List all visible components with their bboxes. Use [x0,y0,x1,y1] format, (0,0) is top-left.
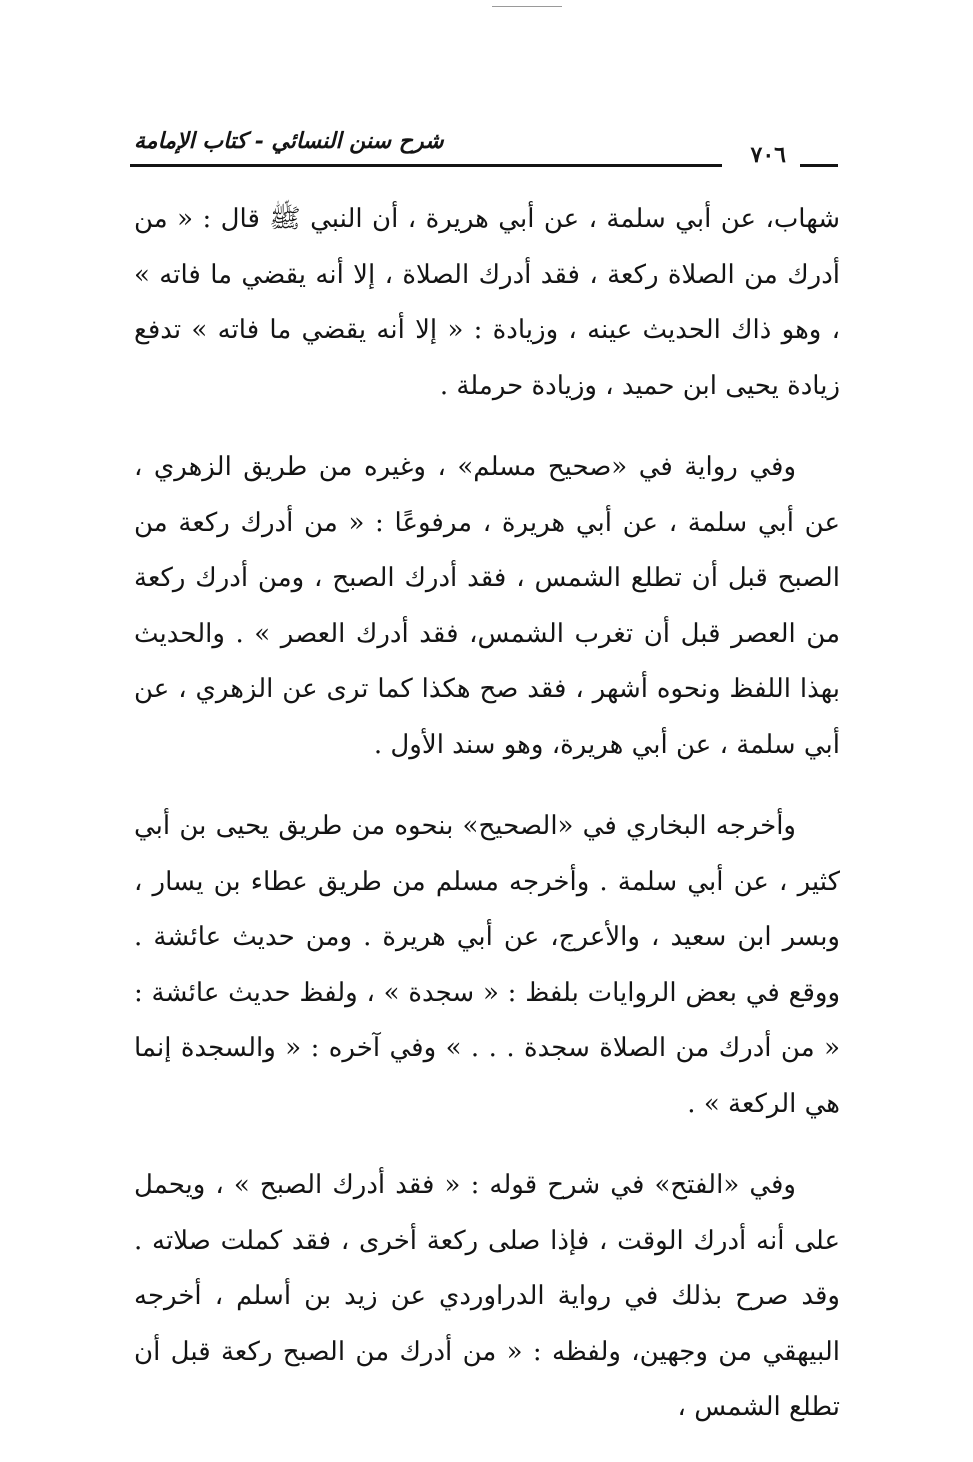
running-title: شرح سنن النسائي - كتاب الإمامة [134,128,444,154]
paragraph-2: وفي رواية في «صحيح مسلم» ، وغيره من طريق الزهري ، عن أبي سلمة ، عن أبي هريرة ، مرفوعًا : « من أدرك ركعة من الصبح قبل أن تطلع الشمس ، فقد أدرك الصبح ، ومن أدرك ركعة من العصر قبل أن تغرب الشمس، فقد أدرك العصر » . والحديث بهذا اللفظ ونحوه أشهر ، فقد صح هكذا كما ترى عن الزهري ، عن أبي سلمة ، عن أبي هريرة، وهو سند الأول . [134,452,840,760]
top-edge-mark [492,6,562,7]
header-rule [130,164,722,167]
paragraph-3: وأخرجه البخاري في «الصحيح» بنحوه من طريق يحيى بن أبي كثير ، عن أبي سلمة . وأخرجه مسلم من طريق عطاء بن يسار ، وبسر ابن سعيد ، والأعرج، عن أبي هريرة . ومن حديث عائشة . ووقع في بعض الروايات بلفظ : « سجدة » ، ولفظ حديث عائشة : « من أدرك من الصلاة سجدة . . . » وفي آخره : « والسجدة إنما هي الركعة » . [134,811,840,1119]
page-number: ٧٠٦ [750,142,786,168]
page-number-dash [800,164,838,167]
page-body [134,192,840,1462]
paragraph-1: شهاب، عن أبي سلمة ، عن أبي هريرة ، أن النبي ﷺ قال : « من أدرك من الصلاة ركعة ، فقد أدرك الصلاة ، إلا أنه يقضي ما فاته » ، وهو ذاك الحديث عينه ، وزيادة : « إلا أنه يقضي ما فاته » تدفع زيادة يحيى ابن حميد ، وزيادة حرملة . [134,204,841,401]
page-header [130,128,838,178]
paragraph-4: وفي «الفتح» في شرح قوله : « فقد أدرك الصبح » ، ويحمل على أنه أدرك الوقت ، فإذا صلى ركعة أخرى ، فقد كملت صلاته . وقد صرح بذلك في رواية الدراوردي عن زيد بن أسلم ، أخرجه البيهقي من وجهين، ولفظه : « من أدرك من الصبح ركعة قبل أن تطلع الشمس ، [134,1170,840,1422]
